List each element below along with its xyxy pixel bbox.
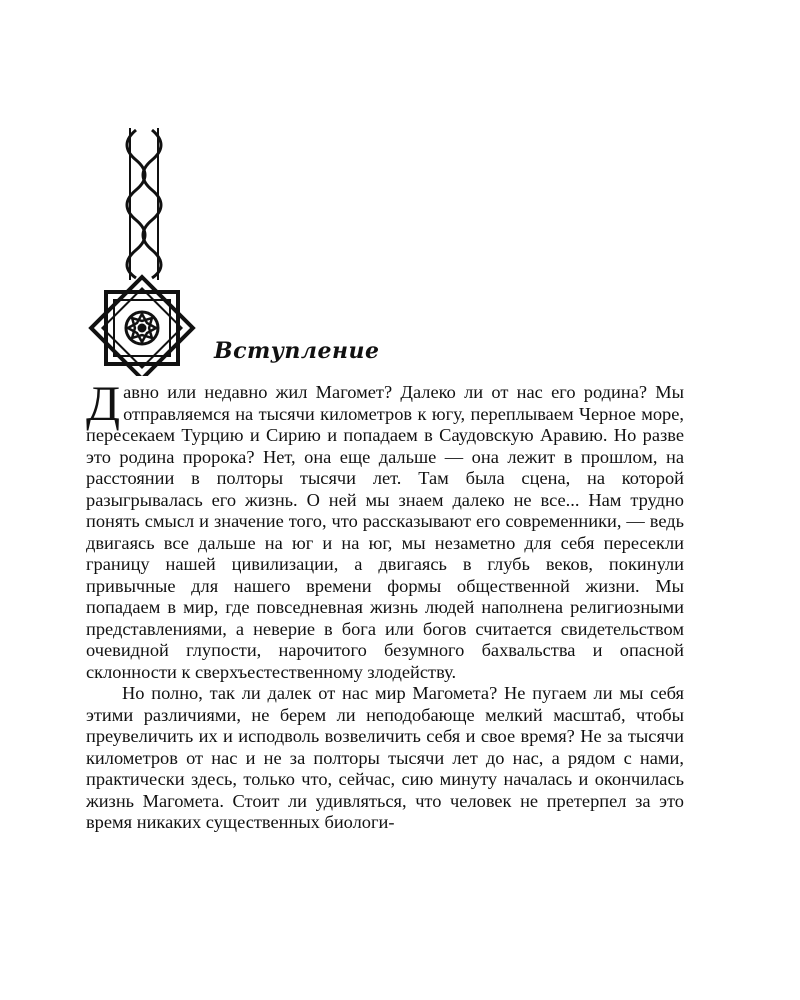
drop-cap: Д xyxy=(86,375,121,431)
paragraph-1 xyxy=(86,375,684,683)
paragraph-1-text: авно или недавно жил Магомет? Далеко ли от нас его родина? Мы отправляемся на тысячи километров к югу, переплываем Черное море, пересекаем Турцию и Сирию и попадаем в Саудовскую Аравию. Но разве это родина пророка? Нет, она еще дальше — она лежит в прошлом, на расстоянии в полторы тысячи лет. Там была сцена, на которой разыгрывалась его жизнь. О ней мы знаем далеко не все... Нам трудно понять смысл и значение того, что рассказывают его современники, — ведь двигаясь все дальше на юг и на юг, мы незаметно для себя пересекли границу нашей цивилизации, а двигаясь в глубь веков, покинули привычные для нашего времени формы общественной жизни. Мы попадаем в мир, где повседневная жизнь людей наполнена религиозными представлениями, а неверие в бога или богов считается свидетельством очевидной глупости, нарочитого безумного бахвальства и опасной склонности к сверхъестественному злодейству. xyxy=(86,382,684,682)
body-text xyxy=(86,375,684,834)
ornament-icon xyxy=(84,128,204,376)
paragraph-2: Но полно, так ли далек от нас мир Магомета? Не пугаем ли мы себя этими различиями, не берем ли неподобающе мелкий масштаб, чтобы преувеличить их и исподволь возвеличить себя и свое время? Не за тысячи километров от нас и не за полторы тысячи лет до нас, а рядом с нами, практически здесь, только что, сейчас, сию минуту началась и окончилась жизнь Магомета. Стоит ли удивляться, что человек не претерпел за это время никаких существенных биологи- xyxy=(86,683,684,832)
page-title: Вступление xyxy=(214,338,380,364)
